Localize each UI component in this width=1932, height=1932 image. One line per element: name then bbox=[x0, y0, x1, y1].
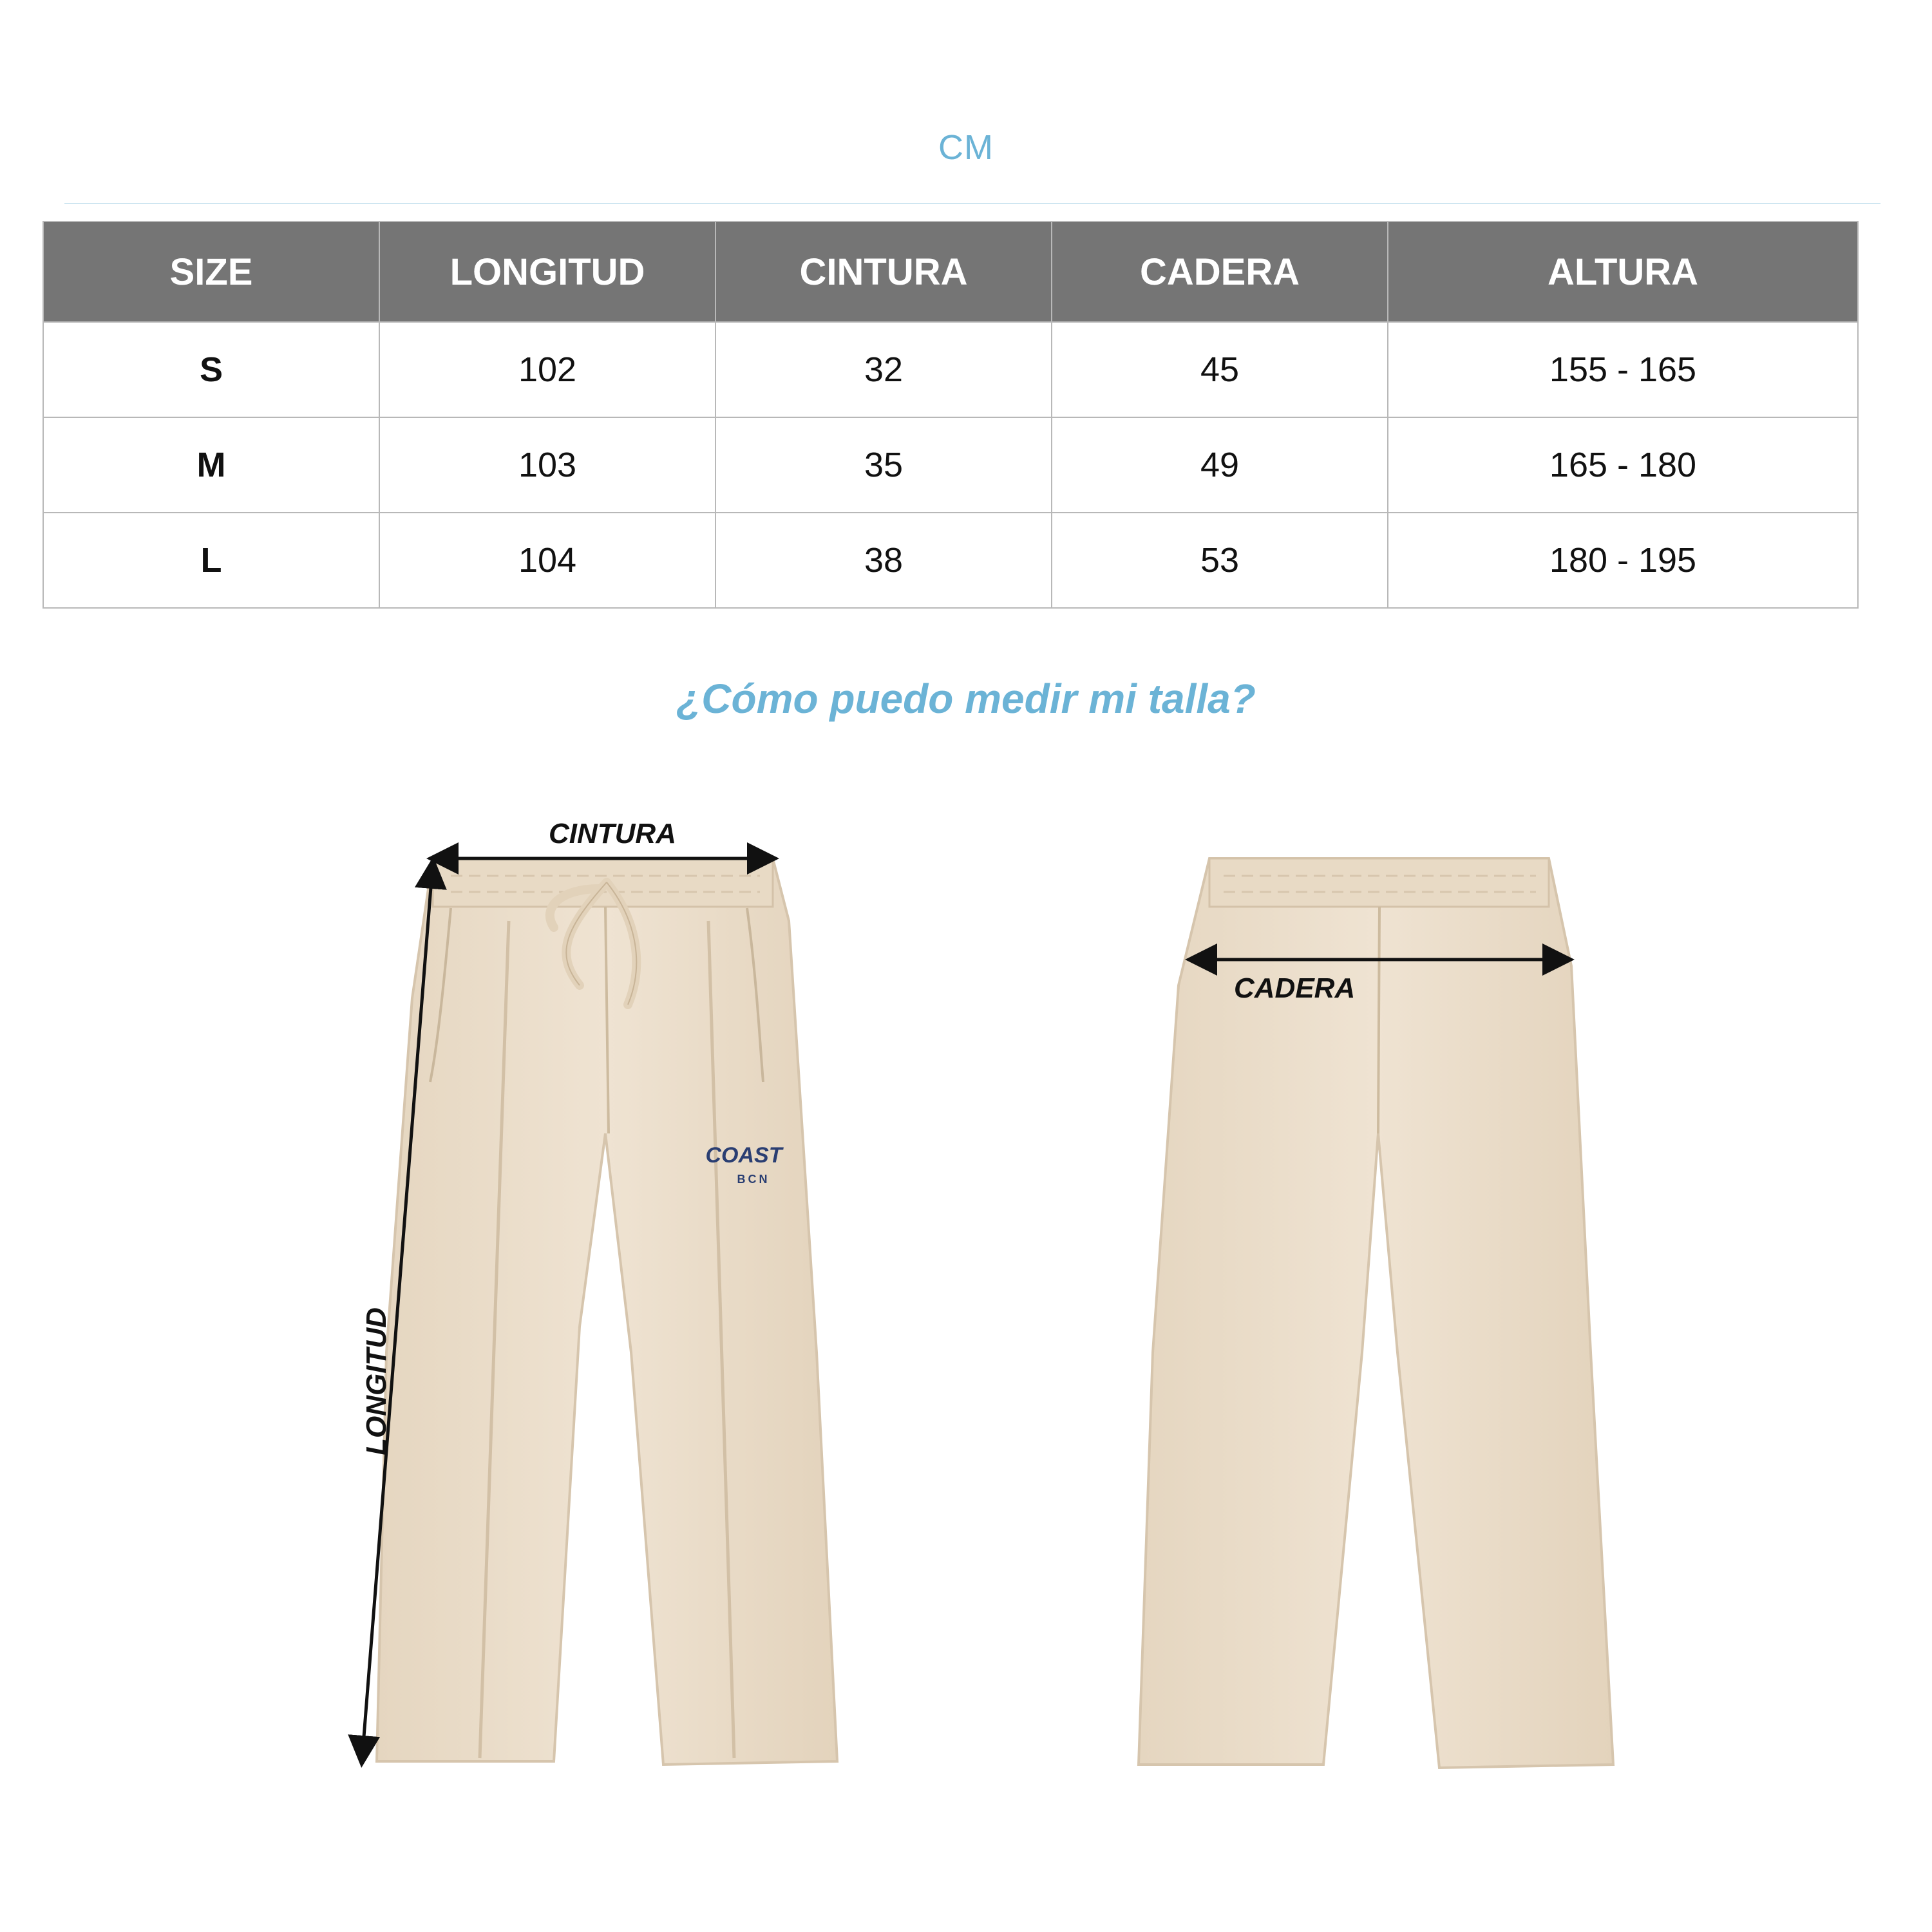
header-altura: ALTURA bbox=[1388, 222, 1858, 322]
header-longitud: LONGITUD bbox=[379, 222, 715, 322]
pants-drawing bbox=[0, 773, 1932, 1835]
header-cadera: CADERA bbox=[1052, 222, 1388, 322]
size-cell: S bbox=[43, 322, 379, 417]
cintura-cell: 32 bbox=[715, 322, 1052, 417]
cadera-label: CADERA bbox=[1234, 972, 1356, 1004]
cadera-cell: 45 bbox=[1052, 322, 1388, 417]
table-row bbox=[43, 322, 1858, 417]
cadera-cell: 53 bbox=[1052, 513, 1388, 608]
back-center-seam bbox=[1378, 907, 1379, 1133]
back-waistband bbox=[1209, 858, 1549, 907]
table-row bbox=[43, 417, 1858, 513]
size-cell: L bbox=[43, 513, 379, 608]
cintura-cell: 38 bbox=[715, 513, 1052, 608]
table-row bbox=[43, 513, 1858, 608]
cintura-label: CINTURA bbox=[549, 818, 676, 849]
back-pants-body bbox=[1139, 858, 1613, 1768]
size-cell: M bbox=[43, 417, 379, 513]
logo-line1: COAST bbox=[705, 1143, 782, 1168]
longitud-cell: 102 bbox=[379, 322, 715, 417]
altura-cell: 155 - 165 bbox=[1388, 322, 1858, 417]
header-size: SIZE bbox=[43, 222, 379, 322]
altura-cell: 165 - 180 bbox=[1388, 417, 1858, 513]
cintura-cell: 35 bbox=[715, 417, 1052, 513]
how-to-measure-title: ¿Cómo puedo medir mi talla? bbox=[676, 676, 1256, 722]
table-header-row bbox=[43, 222, 1858, 322]
size-table bbox=[43, 221, 1859, 609]
front-pants-icon bbox=[377, 858, 837, 1765]
back-pants-icon bbox=[1139, 858, 1613, 1768]
unit-title: CM bbox=[938, 128, 994, 167]
longitud-cell: 103 bbox=[379, 417, 715, 513]
measurement-illustration bbox=[0, 773, 1932, 1835]
cadera-cell: 49 bbox=[1052, 417, 1388, 513]
logo-line2: BCN bbox=[737, 1173, 770, 1186]
longitud-cell: 104 bbox=[379, 513, 715, 608]
header-cintura: CINTURA bbox=[715, 222, 1052, 322]
unit-divider bbox=[64, 203, 1880, 204]
longitud-label: LONGITUD bbox=[360, 1307, 392, 1455]
altura-cell: 180 - 195 bbox=[1388, 513, 1858, 608]
